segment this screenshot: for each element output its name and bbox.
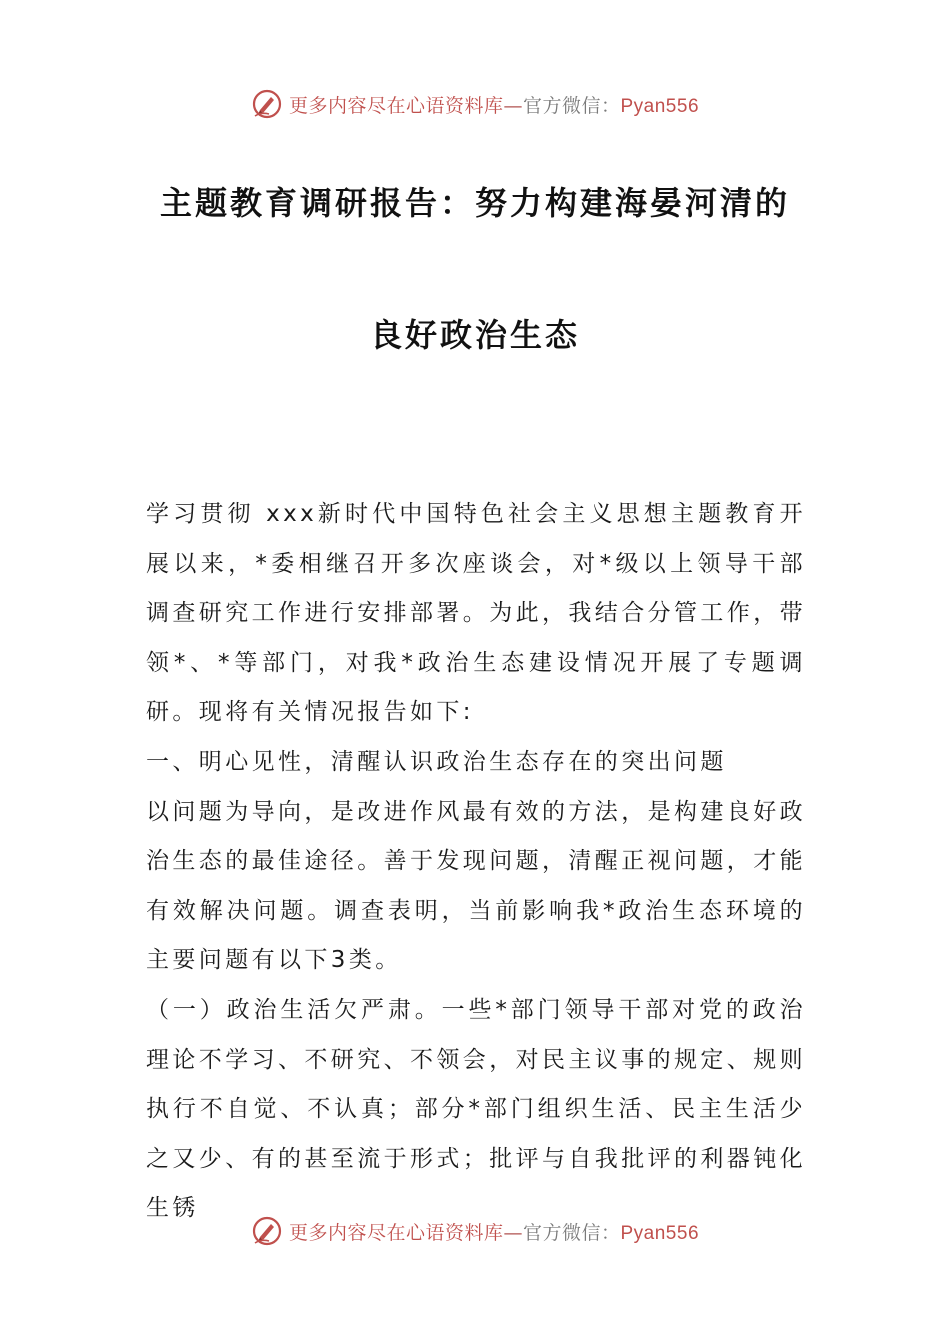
- document-title-line2: 良好政治生态: [369, 316, 580, 354]
- paragraph-problem-overview: 以问题为导向，是改进作风最有效的方法，是构建良好政治生态的最佳途径。善于发现问题，清醒正视问题，才能有效解决问题。调查表明，当前影响我*政治生态环境的主要问题有以下3类。: [146, 798, 806, 974]
- paragraph-intro: 学习贯彻 xxx新时代中国特色社会主义思想主题教育开展以来，*委相继召开多次座谈会，对*级以上领导干部调查研究工作进行安排部署。为此，我结合分管工作，带领*、*等部门，对我*政治生态建设情况开展了专题调研。现将有关情况报告如下:: [146, 501, 806, 726]
- watermark-text: [289, 1218, 699, 1245]
- document-title-line1: 主题教育调研报告：努力构建海晏河清的: [159, 184, 790, 222]
- footer-watermark: [0, 1211, 950, 1251]
- watermark-id: Pyan556: [620, 1222, 700, 1244]
- watermark-text: [289, 91, 699, 118]
- paragraph-political-life: （一）政治生活欠严肃。一些*部门领导干部对党的政治理论不学习、不研究、不领会，对民主议事的规定、规则执行不自觉、不认真；部分*部门组织生活、民主生活少之又少、有的甚至流于形式；批评与自我批评的利器钝化生锈: [146, 996, 806, 1222]
- watermark-dash: —: [503, 94, 523, 117]
- header-watermark: [0, 84, 950, 124]
- watermark-dash: —: [503, 1221, 523, 1244]
- watermark-logo-icon: [251, 88, 283, 120]
- watermark-official: 官方微信：: [522, 1221, 621, 1244]
- watermark-prefix: 更多内容尽在心语资料库: [288, 1221, 504, 1244]
- watermark-logo-icon: [251, 1215, 283, 1247]
- watermark-id: Pyan556: [620, 95, 700, 117]
- document-body: [146, 490, 806, 1234]
- watermark-official: 官方微信：: [522, 94, 621, 117]
- section-heading-1: 一、明心见性，清醒认识政治生态存在的突出问题: [146, 748, 727, 775]
- watermark-prefix: 更多内容尽在心语资料库: [288, 94, 504, 117]
